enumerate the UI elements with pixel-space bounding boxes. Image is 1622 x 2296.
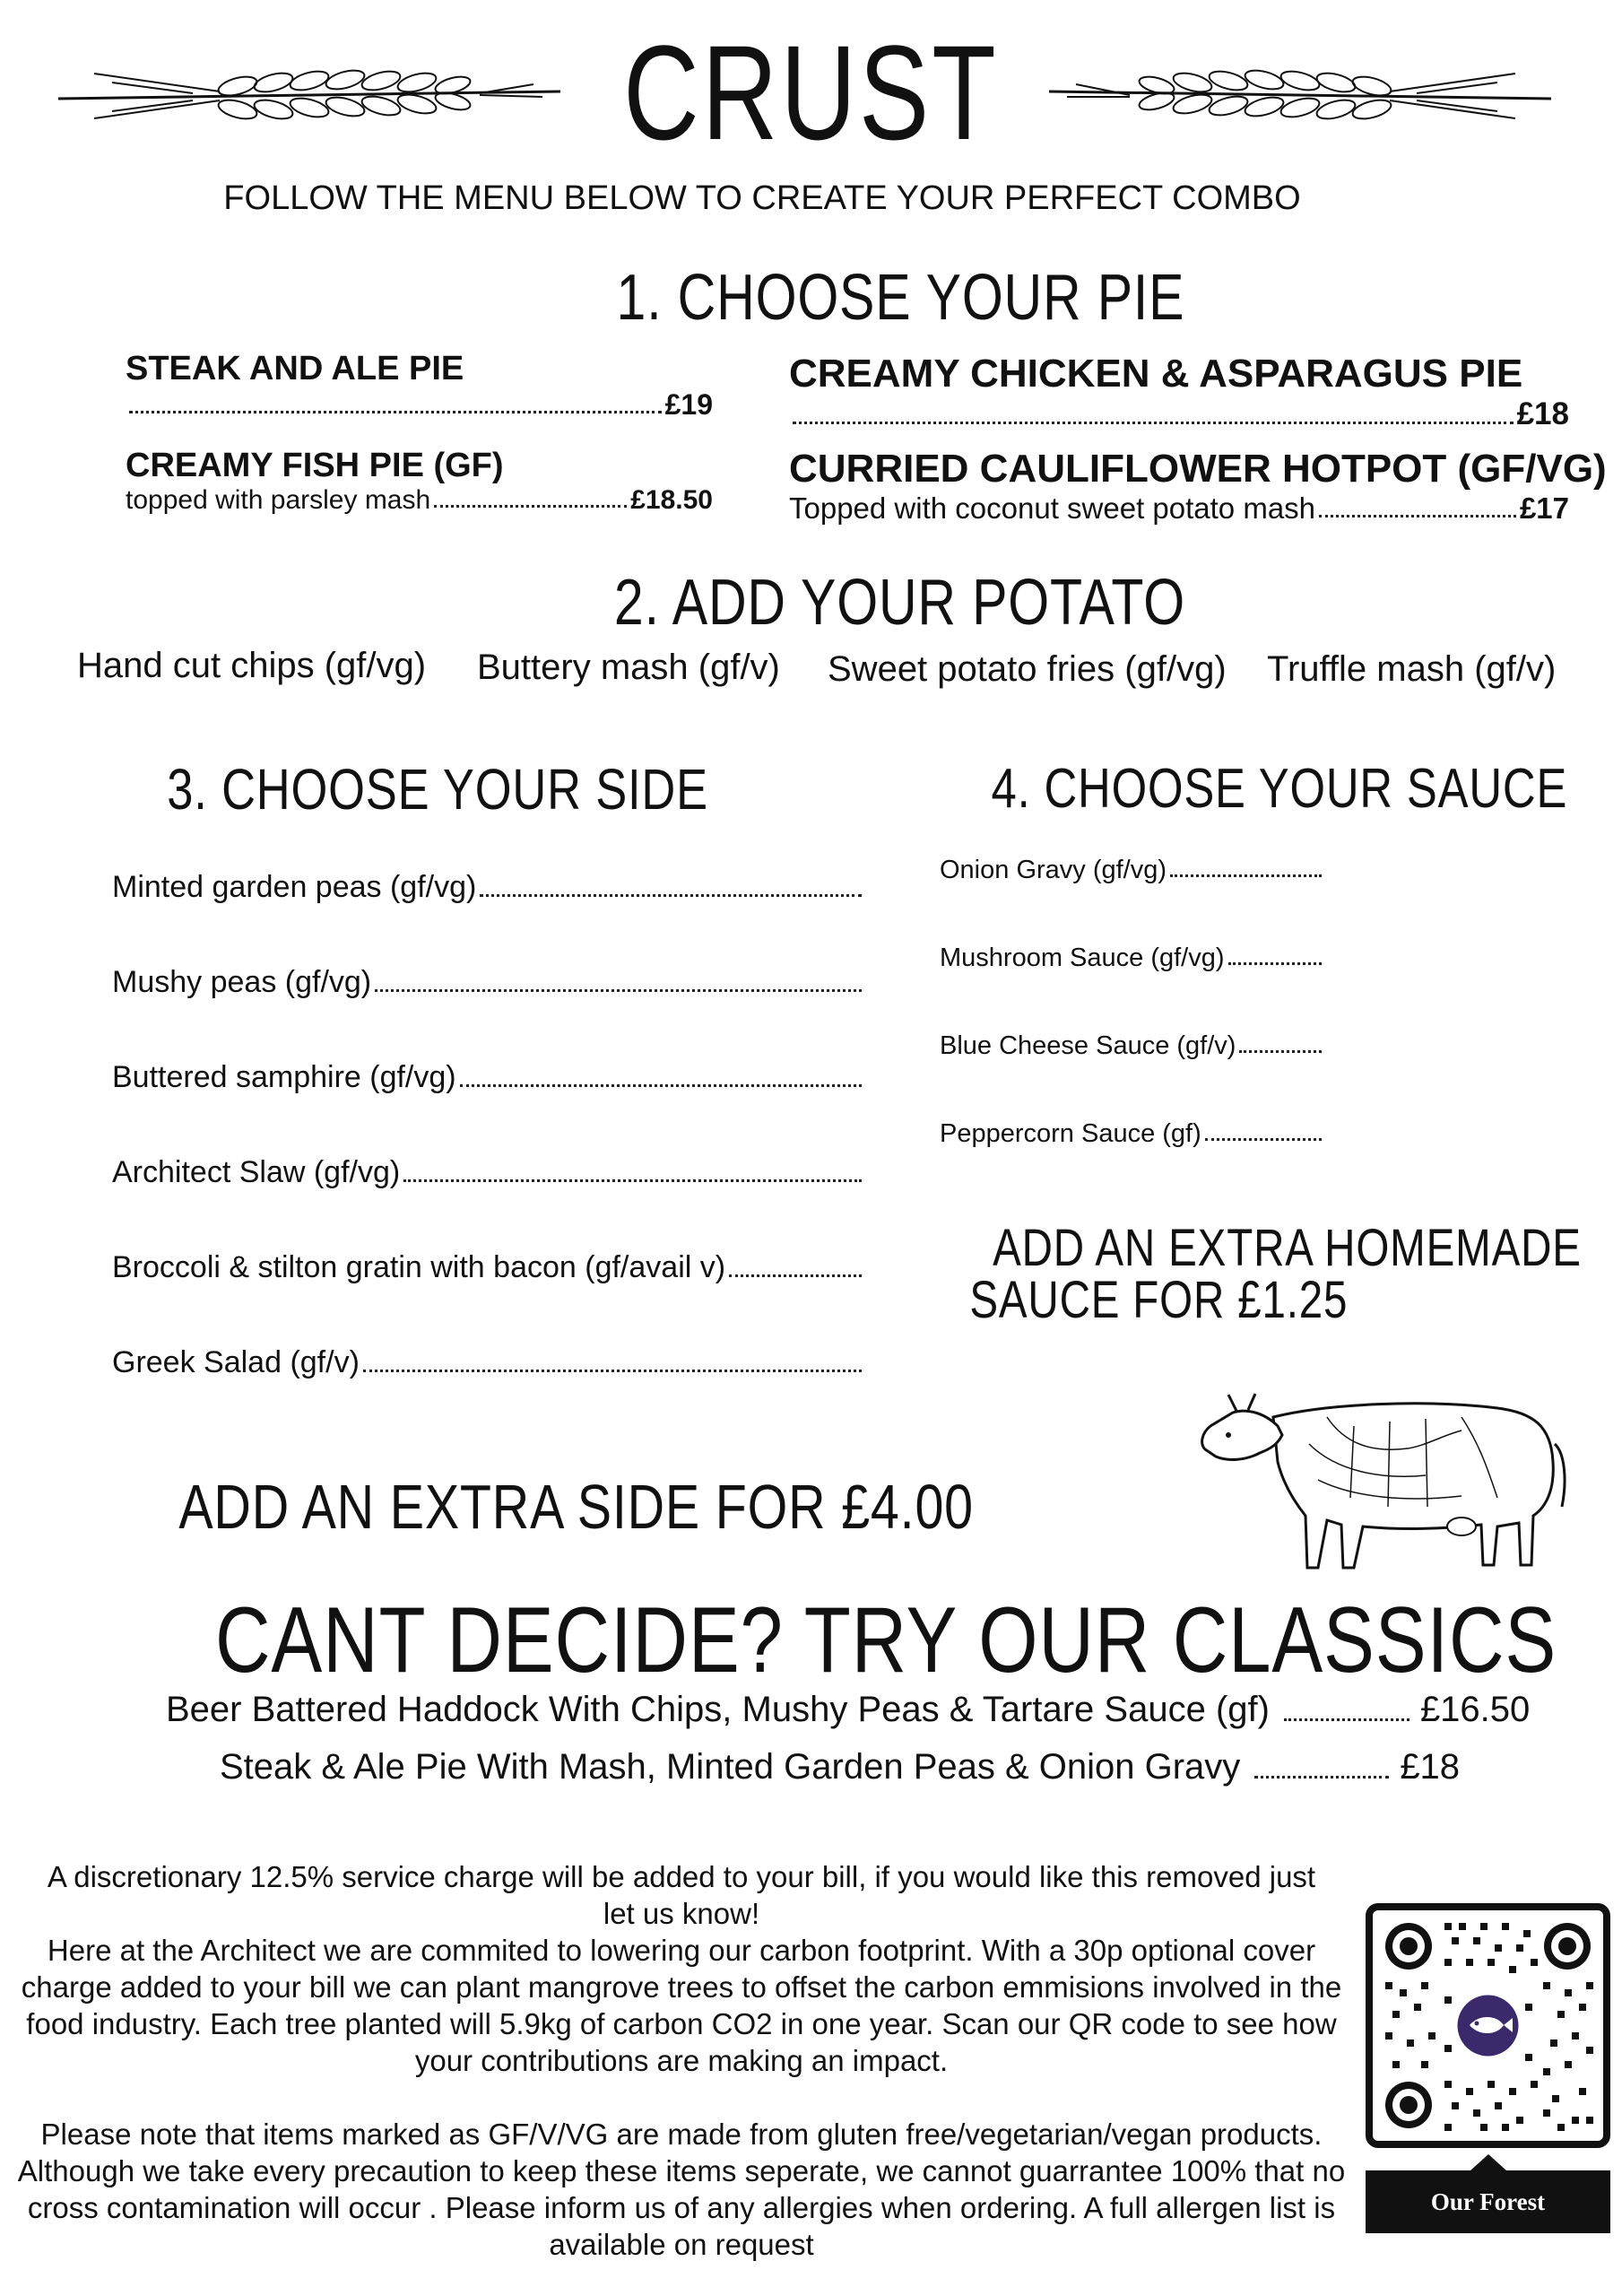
classic-item: [166, 1690, 1538, 1730]
side-item: [112, 870, 865, 905]
side-item: [112, 1060, 865, 1095]
menu-subtitle: FOLLOW THE MENU BELOW TO CREATE YOUR PERFECT COMBO: [223, 179, 1301, 217]
sauce-section-heading: 4. CHOOSE YOUR SAUCE: [991, 758, 1568, 820]
pie-desc-row: [126, 485, 713, 516]
pie-item-steak: [126, 350, 713, 422]
dot-leader: [1205, 1138, 1322, 1141]
fish-icon: [1458, 1996, 1519, 2057]
side-name: Mushy peas (gf/vg): [112, 965, 372, 999]
dot-leader: [460, 1084, 862, 1087]
pie-price: £18.50: [630, 485, 713, 515]
sauce-item: [940, 1119, 1325, 1149]
sauce-item: [940, 944, 1325, 973]
potato-option: Hand cut chips (gf/vg): [77, 646, 427, 685]
side-name: Buttered samphire (gf/vg): [112, 1060, 456, 1094]
sauce-item: [940, 856, 1325, 885]
pie-item-fish: [126, 447, 713, 516]
footer-notes: [0, 1858, 1363, 2263]
pie-price: £19: [664, 388, 713, 421]
cow-illustration: [1193, 1363, 1569, 1578]
dot-leader: [793, 422, 1514, 424]
side-name: Minted garden peas (gf/vg): [112, 870, 477, 904]
sauce-name: Blue Cheese Sauce (gf/v): [940, 1031, 1236, 1060]
extra-sauce-note-line1: ADD AN EXTRA HOMEMADE: [993, 1219, 1582, 1277]
qr-code-icon[interactable]: [1366, 1903, 1610, 2148]
side-item: [112, 1345, 865, 1380]
sauce-name: Peppercorn Sauce (gf): [940, 1119, 1201, 1148]
pie-price: £18: [1516, 396, 1569, 431]
qr-finder-top-left: [1385, 1923, 1432, 1970]
pie-name: CURRIED CAULIFLOWER HOTPOT (GF/VG): [789, 447, 1607, 491]
dot-leader: [1254, 1776, 1389, 1779]
qr-code-pattern: [1373, 1910, 1603, 2141]
dot-leader: [434, 505, 627, 508]
sauce-item: [940, 1031, 1325, 1061]
dot-leader: [403, 1179, 862, 1182]
pie-name: CREAMY FISH PIE (GF): [126, 447, 504, 484]
dot-leader: [1239, 1050, 1322, 1053]
qr-label: Our Forest: [1366, 2170, 1610, 2233]
extra-sauce-note-line2: SAUCE FOR £1.25: [969, 1271, 1349, 1329]
side-section-heading: 3. CHOOSE YOUR SIDE: [167, 757, 708, 822]
side-item: [112, 1155, 865, 1190]
classic-item: [220, 1747, 1538, 1787]
carbon-note: Here at the Architect we are commited to lowering our carbon footprint. With a 30p optional cover charge added to your bill we can plant mangrove trees to offset the carbon emmisions involved in the food industry. Each tree planted will 5.9kg of carbon CO2 in one year. Scan our QR code to see how your contributions are making an impact.: [21, 1934, 1342, 2077]
pie-section-heading: 1. CHOOSE YOUR PIE: [616, 262, 1185, 334]
qr-finder-bottom-left: [1385, 2082, 1432, 2128]
classics-heading: CANT DECIDE? TRY OUR CLASSICS: [215, 1588, 1557, 1692]
allergy-note: Please note that items marked as GF/V/VG are made from gluten free/vegetarian/vegan products. Although we take every precaution to keep these items seperate, we cannot guarrantee 100% that no cross contamination will occur . Please inform us of any allergies when ordering. A full allergen list is available on request: [17, 2118, 1346, 2261]
side-name: Broccoli & stilton gratin with bacon (gf/avail v): [112, 1250, 726, 1284]
dot-leader: [1319, 515, 1516, 517]
potato-option: Buttery mash (gf/v): [477, 648, 780, 687]
classic-name: Steak & Ale Pie With Mash, Minted Garden Peas & Onion Gravy: [220, 1747, 1241, 1787]
potato-option: Sweet potato fries (gf/vg): [828, 649, 1227, 689]
pie-price: £17: [1519, 491, 1569, 525]
menu-title: CRUST: [623, 17, 999, 168]
pie-description: Topped with coconut sweet potato mash: [789, 491, 1316, 525]
pie-name: STEAK AND ALE PIE: [126, 350, 464, 387]
pie-price-row: [126, 388, 713, 422]
potato-section-heading: 2. ADD YOUR POTATO: [613, 567, 1185, 639]
extra-side-note: ADD AN EXTRA SIDE FOR £4.00: [178, 1472, 974, 1542]
pie-price-row: [789, 396, 1569, 432]
classic-price: £16.50: [1419, 1690, 1531, 1729]
service-charge-note: A discretionary 12.5% service charge will be added to your bill, if you would like this removed just let us know!: [47, 1860, 1316, 1930]
side-name: Greek Salad (gf/v): [112, 1345, 360, 1379]
dot-leader: [363, 1370, 862, 1372]
pie-name: CREAMY CHICKEN & ASPARAGUS PIE: [789, 352, 1523, 396]
side-item: [112, 965, 865, 1000]
side-name: Architect Slaw (gf/vg): [112, 1155, 401, 1189]
dot-leader: [1284, 1718, 1409, 1721]
classic-price: £18: [1400, 1747, 1461, 1787]
dot-leader: [1170, 874, 1322, 877]
pie-description: topped with parsley mash: [126, 485, 431, 515]
pie-item-cauliflower: [789, 447, 1607, 526]
pie-item-chicken: [789, 352, 1569, 432]
classic-name: Beer Battered Haddock With Chips, Mushy Peas & Tartare Sauce (gf): [166, 1690, 1270, 1729]
side-item: [112, 1250, 865, 1285]
potato-option: Truffle mash (gf/v): [1267, 649, 1557, 689]
dot-leader: [375, 989, 862, 992]
pie-desc-row: [789, 491, 1569, 526]
dot-leader: [129, 411, 662, 413]
sauce-name: Mushroom Sauce (gf/vg): [940, 944, 1225, 972]
dot-leader: [480, 894, 862, 897]
dot-leader: [729, 1274, 862, 1277]
qr-finder-top-right: [1544, 1923, 1591, 1970]
dot-leader: [1228, 962, 1322, 965]
qr-label-pointer: [1470, 2154, 1506, 2170]
sauce-name: Onion Gravy (gf/vg): [940, 856, 1167, 884]
